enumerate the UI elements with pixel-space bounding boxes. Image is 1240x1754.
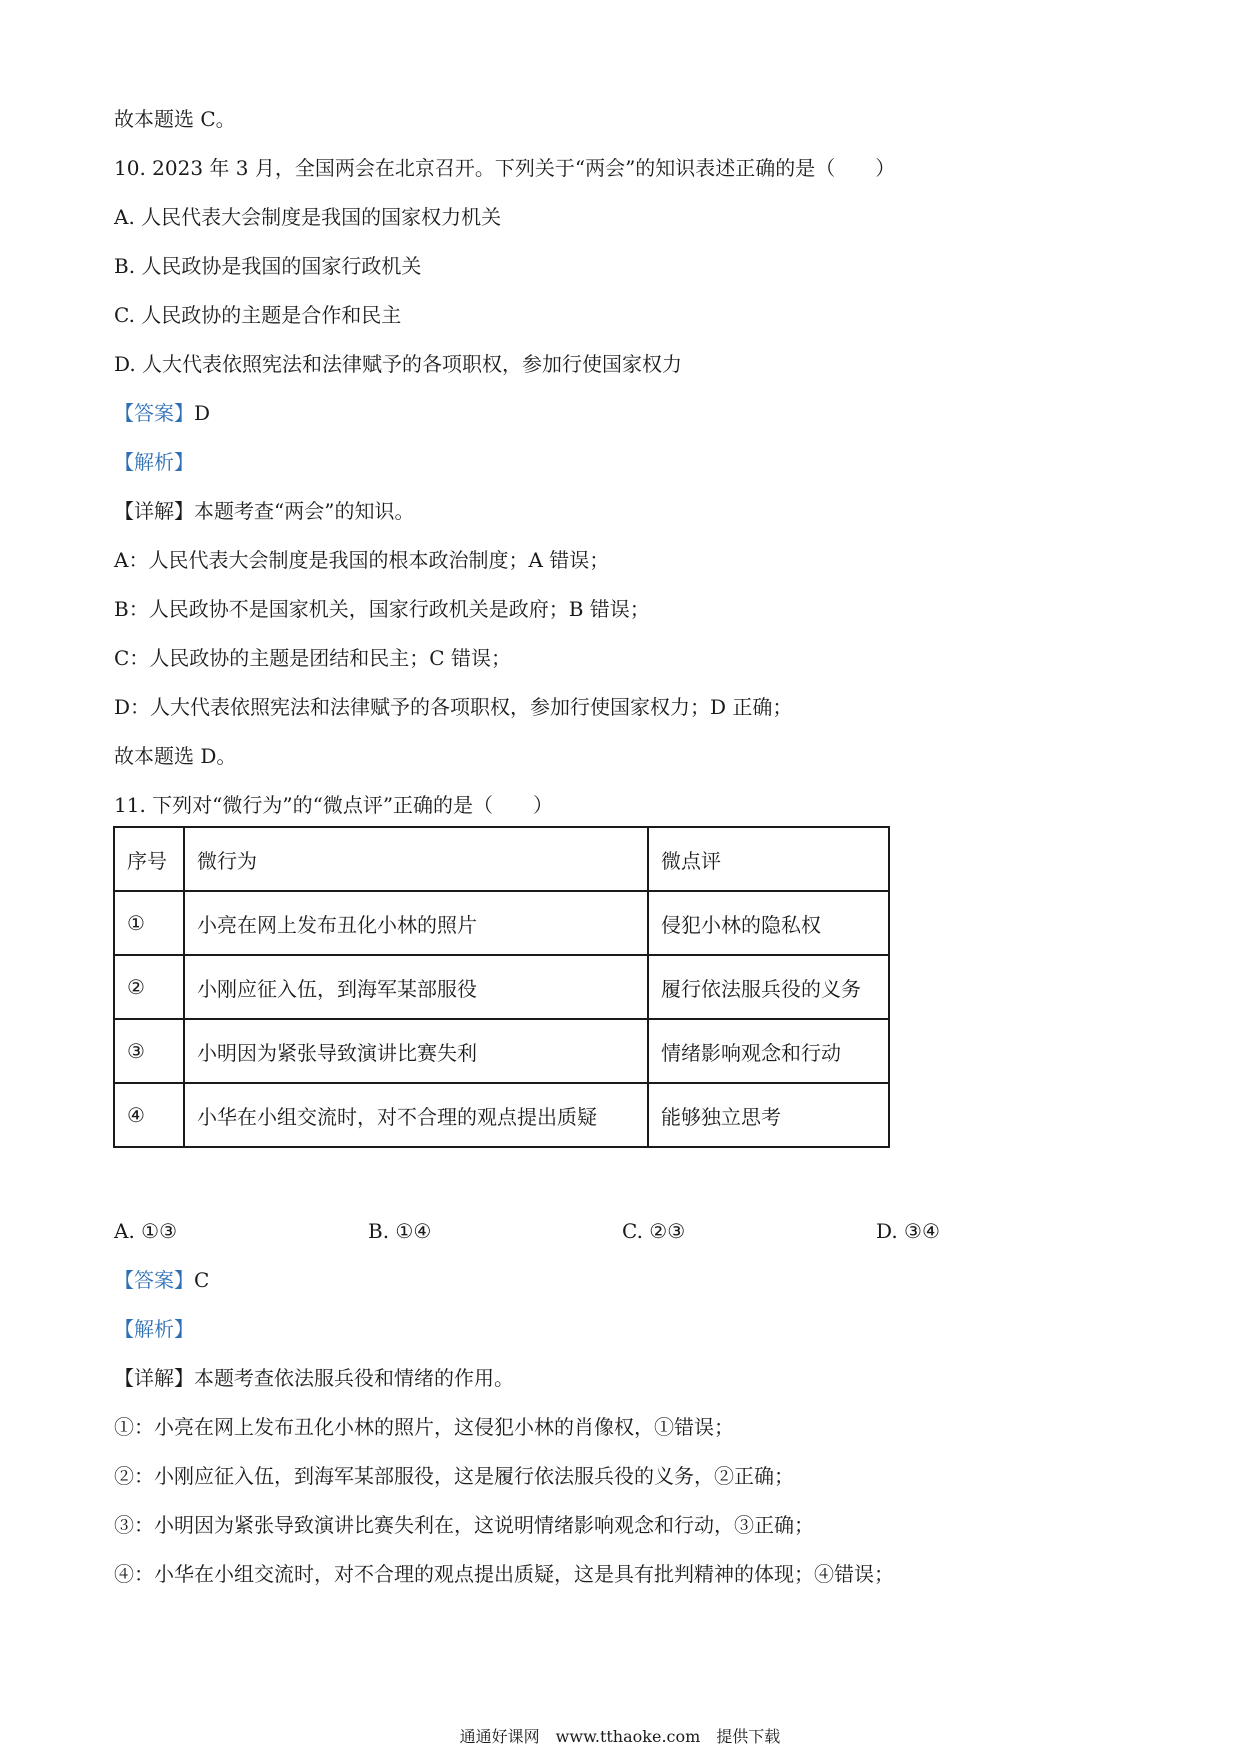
detail-intro: 本题考查“两会”的知识。 — [194, 499, 415, 523]
q11-behavior-table — [113, 826, 890, 1148]
q11-analysis-tag: 【解析】 — [114, 1317, 194, 1341]
q10-option-b: B. 人民政协是我国的国家行政机关 — [114, 254, 422, 278]
q10-detail — [114, 497, 414, 525]
q10-conclusion: 故本题选 D。 — [114, 744, 237, 768]
table-row — [114, 1083, 889, 1147]
q10-answer — [114, 399, 210, 427]
q9-conclusion: 故本题选 C。 — [114, 107, 236, 131]
detail-tag: 【详解】 — [114, 499, 194, 523]
q10-option-d: D. 人大代表依照宪法和法律赋予的各项职权，参加行使国家权力 — [114, 352, 683, 376]
table-cell: 能够独立思考 — [648, 1083, 889, 1147]
q11-explanation-3: ③：小明因为紧张导致演讲比赛失利在，这说明情绪影响观念和行动，③正确； — [114, 1513, 814, 1537]
table-cell: ④ — [114, 1083, 184, 1147]
detail-intro: 本题考查依法服兵役和情绪的作用。 — [194, 1366, 514, 1390]
q11-explanation-1: ①：小亮在网上发布丑化小林的照片，这侵犯小林的肖像权，①错误； — [114, 1415, 734, 1439]
q11-option-b: B. ①④ — [368, 1219, 432, 1243]
table-row — [114, 1019, 889, 1083]
table-cell: 小刚应征入伍，到海军某部服役 — [184, 955, 648, 1019]
answer-tag: 【答案】 — [114, 401, 194, 425]
table-cell: 小亮在网上发布丑化小林的照片 — [184, 891, 648, 955]
table-header-cell: 微行为 — [184, 827, 648, 891]
q10-explanation-d: D：人大代表依照宪法和法律赋予的各项职权，参加行使国家权力；D 正确； — [114, 695, 793, 719]
detail-tag: 【详解】 — [114, 1366, 194, 1390]
page-footer: 通通好课网 www.tthaoke.com 提供下载 — [459, 1727, 781, 1746]
q10-option-c: C. 人民政协的主题是合作和民主 — [114, 303, 402, 327]
q11-option-d: D. ③④ — [876, 1219, 940, 1243]
table-cell: ① — [114, 891, 184, 955]
q11-explanation-4: ④：小华在小组交流时，对不合理的观点提出质疑，这是具有批判精神的体现；④错误； — [114, 1562, 894, 1586]
q10-explanation-c: C：人民政协的主题是团结和民主；C 错误； — [114, 646, 511, 670]
table-cell: 小明因为紧张导致演讲比赛失利 — [184, 1019, 648, 1083]
table-header-cell: 序号 — [114, 827, 184, 891]
q11-stem: 11. 下列对“微行为”的“微点评”正确的是（ ） — [114, 793, 554, 817]
q11-explanation-2: ②：小刚应征入伍，到海军某部服役，这是履行依法服兵役的义务，②正确； — [114, 1464, 794, 1488]
q11-option-c: C. ②③ — [622, 1219, 686, 1243]
q10-explanation-a: A：人民代表大会制度是我国的根本政治制度；A 错误； — [114, 548, 610, 572]
table-cell: 情绪影响观念和行动 — [648, 1019, 889, 1083]
q10-analysis-tag: 【解析】 — [114, 450, 194, 474]
table-cell: 履行依法服兵役的义务 — [648, 955, 889, 1019]
q11-detail — [114, 1364, 514, 1392]
table-row — [114, 891, 889, 955]
table-row — [114, 955, 889, 1019]
table-header-row — [114, 827, 889, 891]
table-cell: 侵犯小林的隐私权 — [648, 891, 889, 955]
q10-stem: 10. 2023 年 3 月，全国两会在北京召开。下列关于“两会”的知识表述正确的是（ ） — [114, 156, 896, 180]
table-cell: ② — [114, 955, 184, 1019]
table-cell: ③ — [114, 1019, 184, 1083]
table-header-cell: 微点评 — [648, 827, 889, 891]
answer-value: C — [194, 1268, 210, 1292]
q10-explanation-b: B：人民政协不是国家机关，国家行政机关是政府；B 错误； — [114, 597, 650, 621]
q11-answer — [114, 1266, 209, 1294]
table-cell: 小华在小组交流时，对不合理的观点提出质疑 — [184, 1083, 648, 1147]
answer-value: D — [194, 401, 211, 425]
q10-option-a: A. 人民代表大会制度是我国的国家权力机关 — [114, 205, 502, 229]
q11-option-a: A. ①③ — [114, 1219, 178, 1243]
answer-tag: 【答案】 — [114, 1268, 194, 1292]
